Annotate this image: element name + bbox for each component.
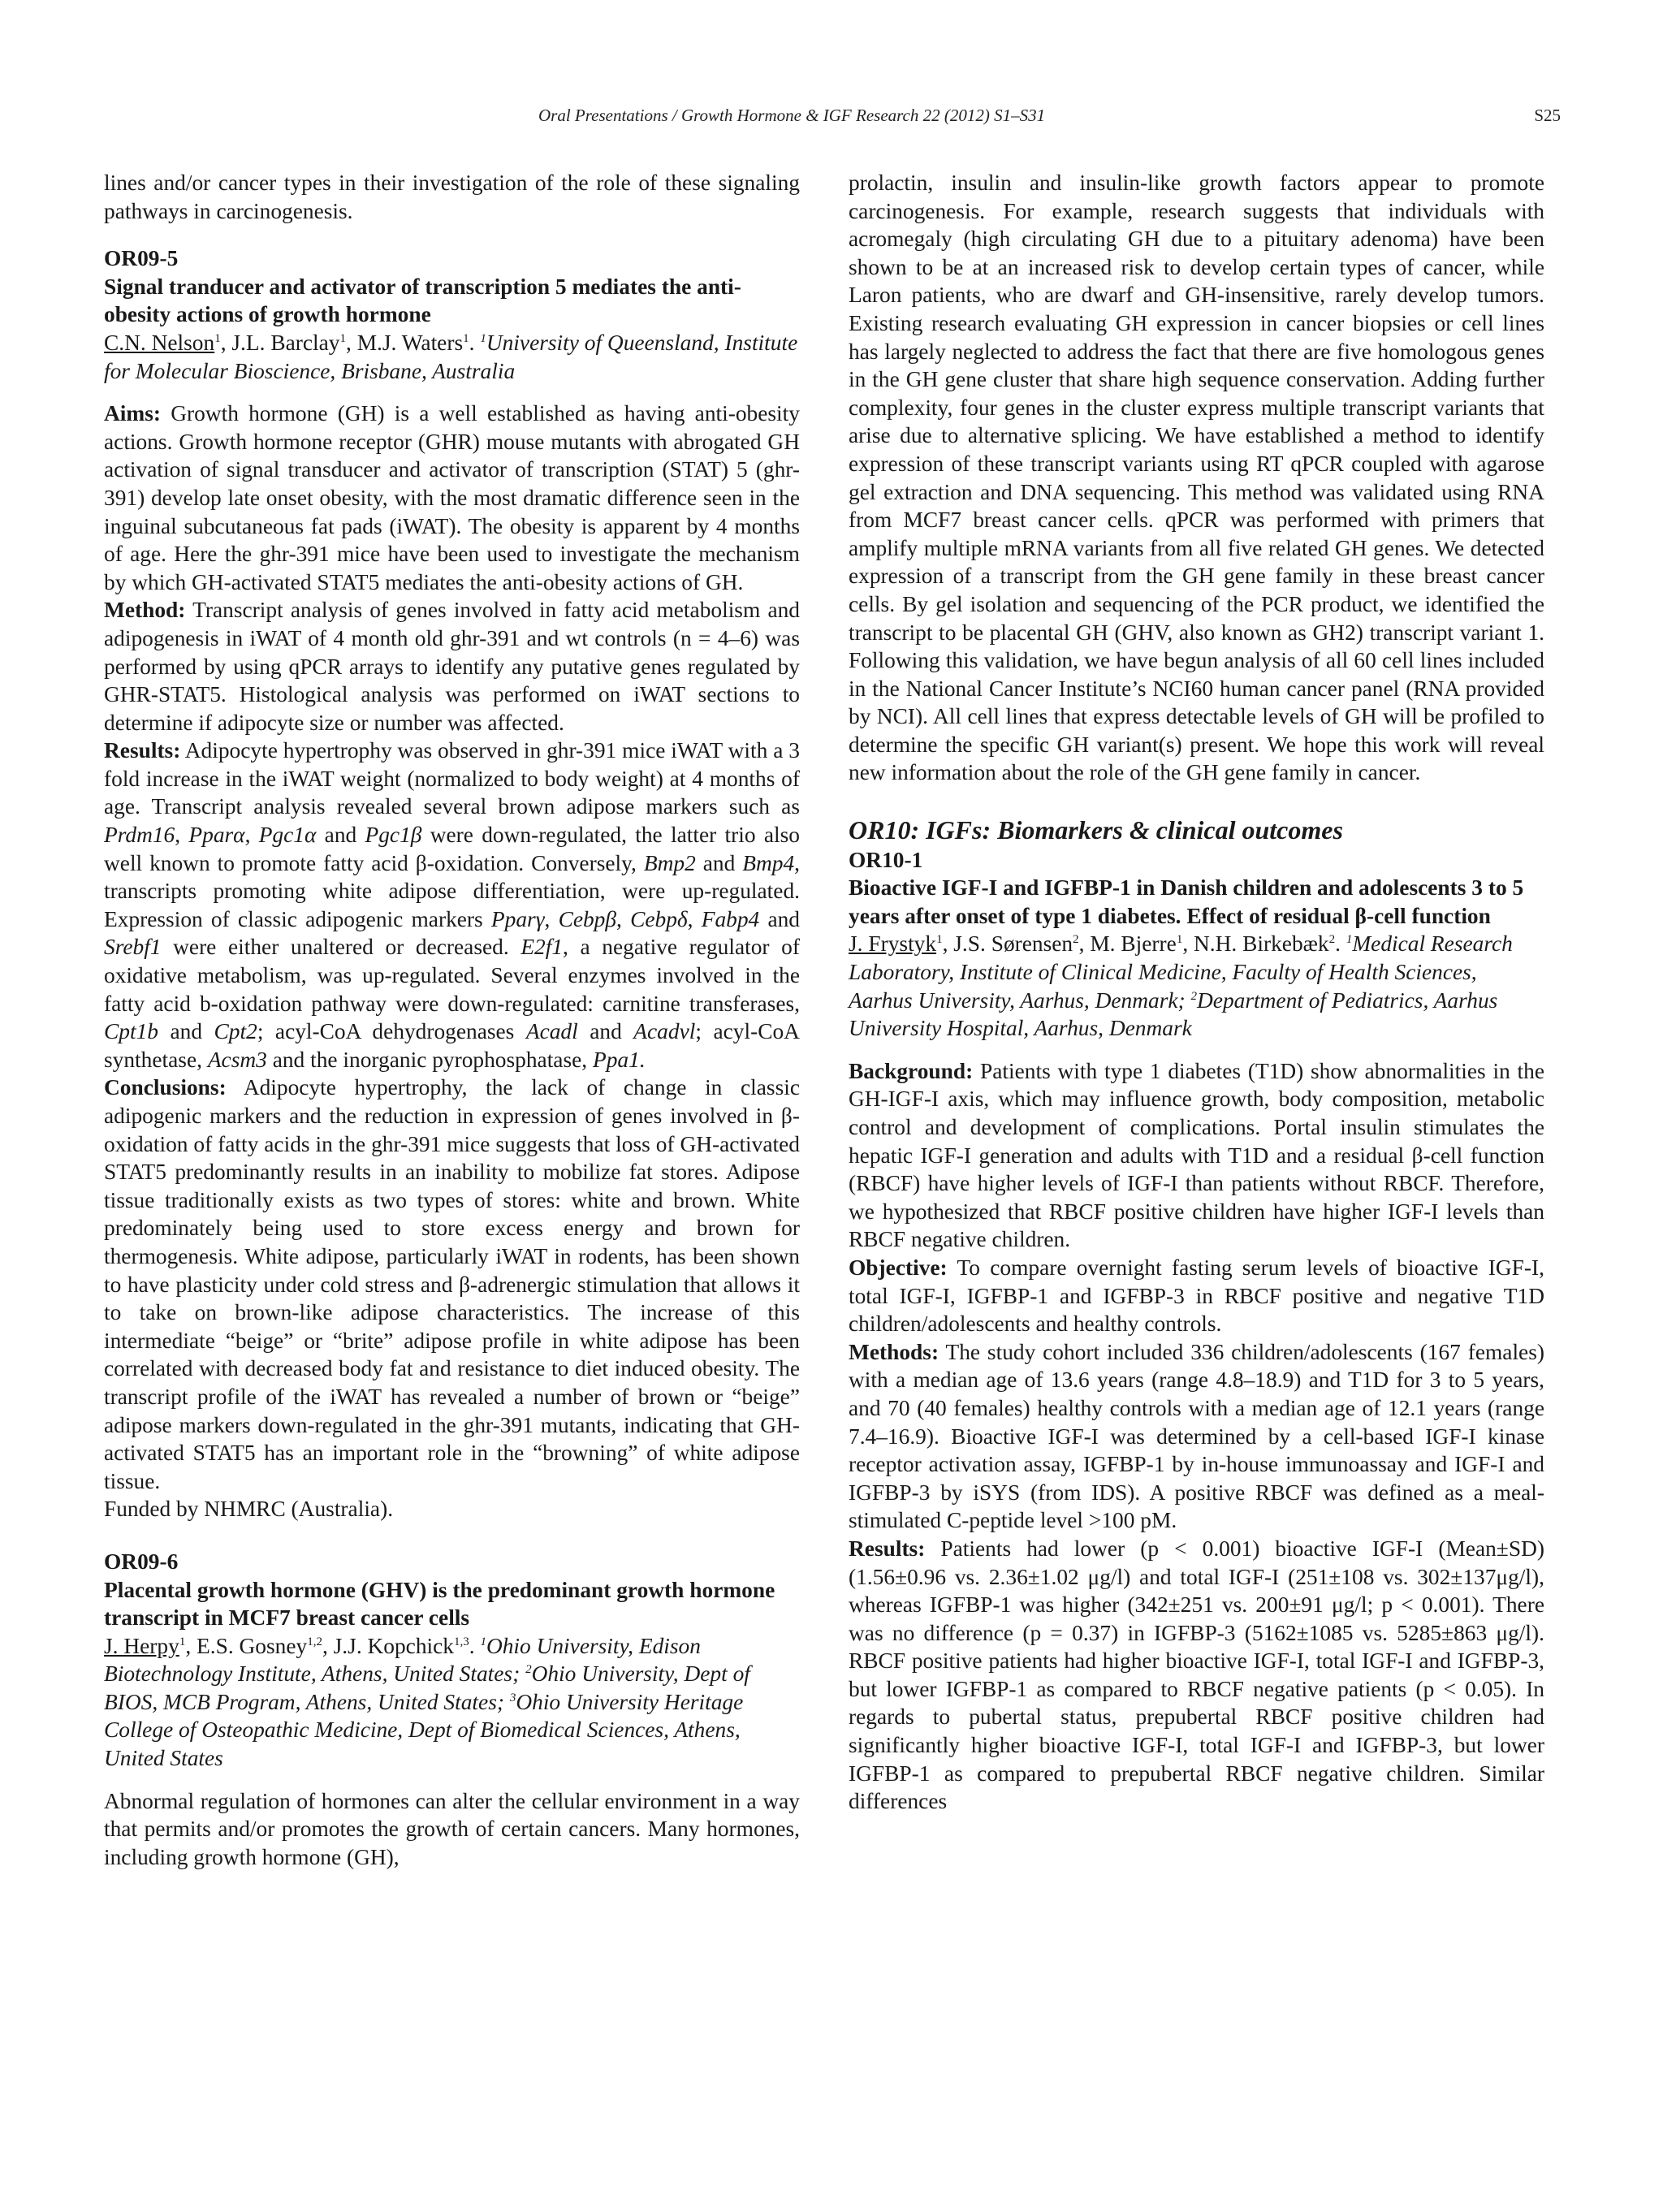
gene-name: Acsm3 xyxy=(207,1047,267,1072)
affiliation: Ohio University Heritage College of Osteopathic Medicine, Dept of Biomedical Sciences, Athens, United States xyxy=(104,1689,744,1771)
results-paragraph xyxy=(104,737,800,1074)
separator: , xyxy=(544,906,551,931)
abstract-title: Placental growth hormone (GHV) is the predominant growth hormone transcript in MCF7 breast cancer cells xyxy=(104,1577,775,1631)
page-number: S25 xyxy=(1534,106,1561,125)
gene-name: Fabp4 xyxy=(701,906,760,931)
author-sup: 1 xyxy=(179,1635,186,1648)
gene-name: Pgc1α xyxy=(258,823,317,848)
abstract-title: Signal tranducer and activator of transcription 5 mediates the anti-obesity actions of growth hormone xyxy=(104,274,741,327)
body-paragraph: Abnormal regulation of hormones can alter the cellular environment in a way that permits and/or promotes the growth of certain cancers. Many hormones, including growth hormone (GH), xyxy=(104,1788,800,1869)
gene-name: Pgc1β xyxy=(365,823,422,848)
results-text: , transcripts promoting white adipose differentiation, were up-regulated. Expression of classic adipogenic markers xyxy=(104,850,800,931)
gene-name: Cpt1b xyxy=(104,1019,158,1044)
gene-name: Pparα xyxy=(188,823,245,848)
author-sup: 1 xyxy=(463,331,469,345)
abstract-or10-1 xyxy=(849,846,1544,1816)
conjunction: and xyxy=(590,1019,622,1044)
results-text: Patients had lower (p < 0.001) bioactive IGF-I (Mean±SD) (1.56±0.96 vs. 2.36±1.02 μg/l) and total IGF-I (251±108 vs. 302±137μg/l), whereas IGFBP-1 was higher (342±251 vs. 200±91 μg/l; p < 0.001). There was no difference (p = 0.37) in IGFBP-3 (5162±1085 vs. 5285±863 μg/l). RBCF positive patients had higher bioactive IGF-I, total IGF-I and IGFBP-3, but lower IGFBP-1 as compared to RBCF negative patients (p < 0.05). In regards to pubertal status, prepubertal RBCF positive children had significantly higher bioactive IGF-I, total IGF-I and IGFBP-3, but lower IGFBP-1 as compared to prepubertal RBCF negative children. Similar differences xyxy=(849,1536,1544,1814)
abstract-id: OR10-1 xyxy=(849,847,923,872)
author-sup: 1 xyxy=(936,933,943,947)
results-text: Adipocyte hypertrophy was observed in ghr-391 mice iWAT with a 3 fold increase in the iWAT weight (normalized to body weight) at 4 months of age. Transcript analysis revealed several brown adipose markers such as xyxy=(104,738,800,819)
author-line: J. Frystyk$^1$, J.S. Sørensen$^2$, M. Bjerre$^1$, N.H. Birkebæk$^2$. $^1$Medical Research Laboratory, Institute of Clinical Medicine, Faculty of Health Sciences, Aarhus University, Aarhus, Denmark; $^2$Department of Pediatrics, Aarhus University Hospital, Aarhus, Denmark xyxy=(849,931,1513,1041)
author-line: C.N. Nelson$^1$, J.L. Barclay$^1$, M.J. Waters$^1$. $^1$University of Queensland, Institute for Molecular Bioscience, Brisbane, Australia xyxy=(104,330,798,383)
author-sup: 1,3 xyxy=(454,1635,469,1648)
objective-text: To compare overnight fasting serum levels of bioactive IGF-I, total IGF-I, IGFBP-1 and IGFBP-3 in RBCF positive and negative T1D children/adolescents and healthy controls. xyxy=(849,1255,1544,1337)
author-sup: 1 xyxy=(214,331,221,345)
results-paragraph xyxy=(849,1535,1544,1816)
separator: , xyxy=(175,823,181,848)
results-label: Results: xyxy=(849,1536,926,1561)
left-column xyxy=(104,169,800,1871)
abstract-id: OR09-6 xyxy=(104,1549,179,1574)
abstract-or09-5 xyxy=(104,244,800,1523)
conjunction: and xyxy=(170,1019,203,1044)
affiliation: Department of Pediatrics, Aarhus University Hospital, Aarhus, Denmark xyxy=(849,987,1498,1041)
section-heading: OR10: IGFs: Biomarkers & clinical outcomes xyxy=(849,815,1343,845)
gene-name: Bmp2 xyxy=(643,850,696,875)
abstract-or09-6 xyxy=(104,1548,800,1872)
right-column xyxy=(849,169,1544,1816)
conclusions-label: Conclusions: xyxy=(104,1075,227,1100)
affiliation-sup: 2 xyxy=(1190,989,1198,1003)
method-label: Method: xyxy=(104,598,186,623)
gene-name: Ppa1. xyxy=(593,1047,646,1072)
continued-text: prolactin, insulin and insulin-like growth factors appear to promote carcinogenesis. For example, research suggests that individuals with acromegaly (high circulating GH due to a pituitary adenoma) have been shown to be at an increased risk to develop certain types of cancer, while Laron patients, who are dwarf and GH-insensitive, rarely develop tumors. Existing research evaluating GH expression in cancer biopsies or cell lines has largely neglected to address the fact that there are five homologous genes in the GH gene cluster that share high sequence conservation. Adding further complexity, four genes in the cluster express multiple transcript variants that arise due to alternative splicing. We have established a method to identify expression of these transcript variants using RT qPCR coupled with agarose gel extraction and DNA sequencing. This method was validated using RNA from MCF7 breast cancer cells. qPCR was performed with primers that amplify multiple mRNA variants from all five related GH genes. We detected expression of a transcript from the GH gene family in these breast cancer cells. By gel isolation and sequencing of the PCR product, we identified the transcript to be placental GH (GHV, also known as GH2) transcript variant 1. Following this validation, we have begun analysis of all 60 cell lines included in the National Cancer Institute’s NCI60 human cancer panel (RNA provided by NCI). All cell lines that express detectable levels of GH will be profiled to determine the specific GH variant(s) present. We hope this work will reveal new information about the role of the GH gene family in cancer. xyxy=(849,171,1544,785)
author-sup: 1,2 xyxy=(307,1635,322,1648)
continued-text: lines and/or cancer types in their investigation of the role of these signaling pathways in carcinogenesis. xyxy=(104,171,800,223)
affiliation-sup: 1 xyxy=(1346,933,1353,947)
running-head xyxy=(104,106,1561,133)
results-text: and the inorganic pyrophosphatase, xyxy=(272,1047,588,1072)
author: , M.J. Waters xyxy=(346,330,464,355)
method-paragraph xyxy=(104,596,800,737)
background-text: Patients with type 1 diabetes (T1D) show abnormalities in the GH-IGF-I axis, which may influence growth, body composition, metabolic control and development of complications. Portal insulin stimulates the hepatic IGF-I generation and adults with T1D and a residual β-cell function (RBCF) have higher levels of IGF-I than patients without RBCF. Therefore, we hypothesized that RBCF positive children have higher IGF-I levels than RBCF negative children. xyxy=(849,1058,1544,1252)
affiliation: Ohio University, Dept of BIOS, MCB Program, Athens, United States; xyxy=(104,1661,750,1714)
author: , E.S. Gosney xyxy=(185,1633,308,1658)
affiliation-sup: 1 xyxy=(480,331,486,345)
gene-name: Cebpδ xyxy=(630,906,688,931)
results-text: ; acyl-CoA dehydrogenases xyxy=(257,1019,515,1044)
separator: , xyxy=(244,823,251,848)
gene-name: Acadvl xyxy=(633,1019,696,1044)
gene-name: Srebf1 xyxy=(104,935,162,960)
author: , J.S. Sørensen xyxy=(942,931,1073,957)
results-text: ; acyl-CoA synthetase, xyxy=(104,1019,800,1072)
aims-text: Growth hormone (GH) is a well established as having anti-obesity actions. Growth hormone receptor (GHR) mouse mutants with abrogated GH activation of signal transducer and activator of transcription (STAT) 5 (ghr-391) develop late onset obesity, with the most dramatic difference seen in the inguinal subcutaneous fat pads (iWAT). The obesity is apparent by 4 months of age. Here the ghr-391 mice have been used to investigate the mechanism by which GH-activated STAT5 mediates the anti-obesity actions of GH. xyxy=(104,401,800,594)
author: , J.J. Kopchick xyxy=(322,1633,454,1658)
method-text: Transcript analysis of genes involved in fatty acid metabolism and adipogenesis in iWAT of 4 month old ghr-391 and wt controls (n = 4–6) was performed by using qPCR arrays to identify any putative genes regulated by GHR-STAT5. Histological analysis was performed on iWAT sections to determine if adipocyte size or number was affected. xyxy=(104,598,800,735)
author: , J.L. Barclay xyxy=(220,330,340,355)
methods-paragraph xyxy=(849,1338,1544,1535)
affiliation-sup: 1 xyxy=(480,1635,486,1648)
abstract-id: OR09-5 xyxy=(104,246,179,271)
abstract-title: Bioactive IGF-I and IGFBP-1 in Danish children and adolescents 3 to 5 years after onset of type 1 diabetes. Effect of residual β-cell function xyxy=(849,875,1524,928)
gene-name: Acadl xyxy=(525,1019,578,1044)
gene-name: Cebpβ xyxy=(558,906,617,931)
affiliation-sup: 3 xyxy=(509,1691,516,1704)
separator: , xyxy=(616,906,622,931)
conjunction: and xyxy=(767,906,800,931)
results-text: were down-regulated, the latter trio also well known to promote fatty acid β-oxidation. Conversely, xyxy=(104,823,800,875)
objective-label: Objective: xyxy=(849,1255,948,1280)
aims-label: Aims: xyxy=(104,401,161,426)
affiliation: University of Queensland, Institute for Molecular Bioscience, Brisbane, Australia xyxy=(104,330,798,383)
gene-name: E2f1 xyxy=(520,935,564,960)
journal-citation: Oral Presentations / Growth Hormone & IGF Research 22 (2012) S1–S31 xyxy=(538,106,1046,125)
presenting-author: C.N. Nelson xyxy=(104,330,215,355)
presenting-author: J. Frystyk xyxy=(849,931,937,957)
gene-name: Pparγ xyxy=(490,906,545,931)
affiliation-sup: 2 xyxy=(525,1663,532,1677)
gene-name: Cpt2 xyxy=(214,1019,257,1044)
presenting-author: J. Herpy xyxy=(104,1633,179,1658)
methods-text: The study cohort included 336 children/adolescents (167 females) with a median age of 13.6 years (range 4.8–18.9) and T1D for 3 to 5 years, and 70 (40 females) healthy controls with a median age of 12.1 years (range 7.4–16.9). Bioactive IGF-I was determined by a cell-based IGF-I kinase receptor activation assay, IGFBP-1 by in-house immunoassay and IGF-I and IGFBP-3 by iSYS (from IDS). A positive RBCF was defined as a meal-stimulated C-peptide level >100 pM. xyxy=(849,1339,1544,1533)
conclusions-text: Adipocyte hypertrophy, the lack of change in classic adipogenic markers and the reduction in expression of genes involved in β-oxidation of fatty acids in the ghr-391 mice suggests that loss of GH-activated STAT5 predominantly results in an inability to mobilize fat stores. Adipose tissue traditionally exists as two types of stores: white and brown. White predominately being used to store excess energy and brown for thermogenesis. White adipose, particularly iWAT in rodents, has been shown to have plasticity under cold stress and β-adrenergic stimulation that allows it to take on brown-like adipose characteristics. The increase of this intermediate “beige” or “brite” adipose profile in white adipose has been correlated with decreased body fat and resistance to diet induced obesity. The transcript profile of the iWAT has revealed a number of brown or “beige” adipose markers down-regulated in the ghr-391 mutants, indicating that GH-activated STAT5 has an important role in the “browning” of white adipose tissue. xyxy=(104,1075,801,1493)
methods-label: Methods: xyxy=(849,1339,939,1364)
results-text: were either unaltered or decreased. xyxy=(173,935,509,960)
affiliation: Medical Research Laboratory, Institute of Clinical Medicine, Faculty of Health Sciences, Aarhus University, Aarhus, Denmark; xyxy=(849,931,1513,1013)
author-line: J. Herpy$^1$, E.S. Gosney$^{1,2}$, J.J. Kopchick$^{1,3}$. $^1$Ohio University, Edison Biotechnology Institute, Athens, United States; $^2$Ohio University, Dept of BIOS, MCB Program, Athens, United States; $^3$Ohio University Heritage College of Osteopathic Medicine, Dept of Biomedical Sciences, Athens, United States xyxy=(104,1633,750,1771)
author-sup: 2 xyxy=(1328,933,1336,947)
aims-paragraph xyxy=(104,400,800,596)
separator: , xyxy=(687,906,693,931)
author: , N.H. Birkebæk xyxy=(1182,931,1329,957)
affiliation: Ohio University, Edison Biotechnology Institute, Athens, United States; xyxy=(104,1633,701,1687)
background-label: Background: xyxy=(849,1058,974,1083)
gene-name: Bmp4 xyxy=(742,850,795,875)
author: , M. Bjerre xyxy=(1078,931,1177,957)
results-label: Results: xyxy=(104,738,181,763)
conjunction: and xyxy=(324,823,357,848)
conjunction: and xyxy=(702,850,736,875)
funding-note: Funded by NHMRC (Australia). xyxy=(104,1497,394,1522)
background-paragraph xyxy=(849,1057,1544,1254)
author-sup: 1 xyxy=(1176,933,1183,947)
author-sup: 2 xyxy=(1073,933,1079,947)
objective-paragraph xyxy=(849,1254,1544,1338)
gene-name: Prdm16 xyxy=(104,823,175,848)
results-text: , a negative regulator of oxidative metabolism, was up-regulated. Several enzymes involved in the fatty acid b-oxidation pathway were down-regulated: carnitine transferases, xyxy=(104,935,800,1016)
author-sup: 1 xyxy=(339,331,346,345)
conclusions-paragraph xyxy=(104,1074,800,1495)
